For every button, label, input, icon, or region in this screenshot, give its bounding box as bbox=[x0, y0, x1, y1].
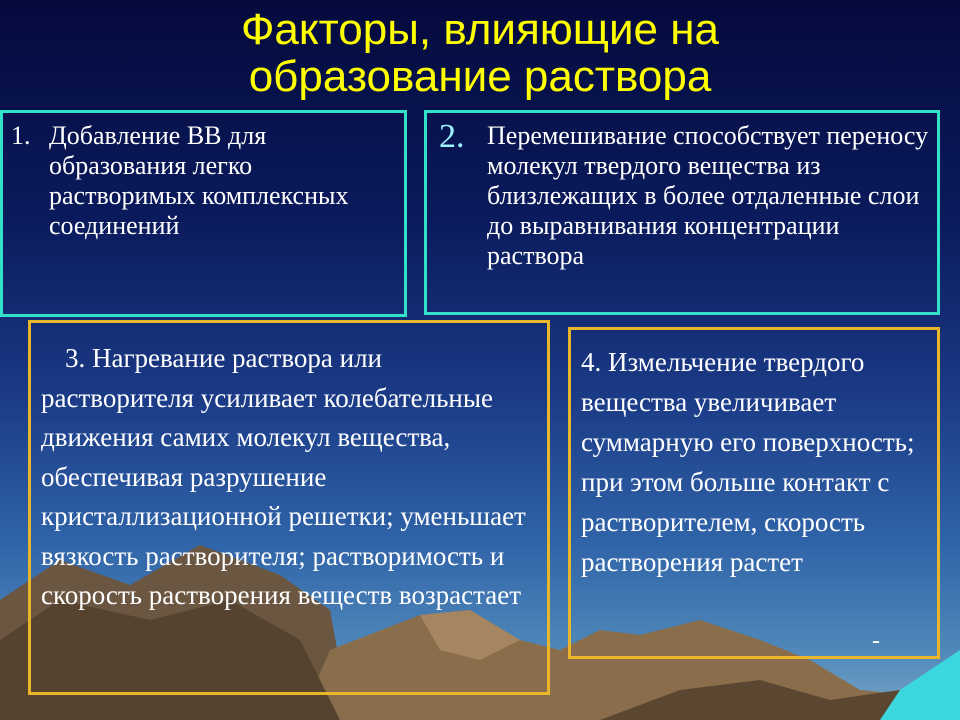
factor-4-item bbox=[571, 330, 937, 582]
slide-title bbox=[0, 6, 960, 100]
factor-4-box bbox=[568, 327, 940, 659]
factor-1-item bbox=[3, 113, 404, 241]
factor-1-box bbox=[0, 110, 407, 317]
factor-4-text: Измельчение твердого вещества увеличивает суммарную его поверхность; при этом больше контакт с растворителем, скорость растворения растет bbox=[581, 347, 915, 577]
factor-1-number: 1. bbox=[11, 121, 31, 150]
factor-3-text: Нагревание раствора или растворителя усиливает колебательные движения самих молекул вещества, обеспечивая разрушение кристаллизационной решетки; уменьшает вязкость растворителя; растворимость и скорость растворения веществ возрастает bbox=[41, 343, 526, 610]
factor-3-item bbox=[31, 323, 547, 616]
factor-3-number: 3. bbox=[65, 343, 92, 373]
factor-2-text: Перемешивание способствует переносу молекул твердого вещества из близлежащих в более отдаленные слои до выравнивания концентрации раствора bbox=[487, 121, 929, 270]
title-line-2: образование раствора bbox=[248, 52, 712, 101]
title-line-1: Факторы, влияющие на bbox=[240, 5, 720, 54]
factor-3-box bbox=[28, 320, 550, 695]
factor-2-number: 2. bbox=[439, 118, 465, 155]
trailing-dash: - bbox=[872, 628, 880, 654]
factor-2-box bbox=[424, 110, 940, 315]
factor-1-text: Добавление ВВ для образования легко растворимых комплексных соединений bbox=[49, 121, 349, 240]
factor-4-number: 4. bbox=[581, 347, 608, 377]
factor-2-item bbox=[427, 113, 937, 271]
